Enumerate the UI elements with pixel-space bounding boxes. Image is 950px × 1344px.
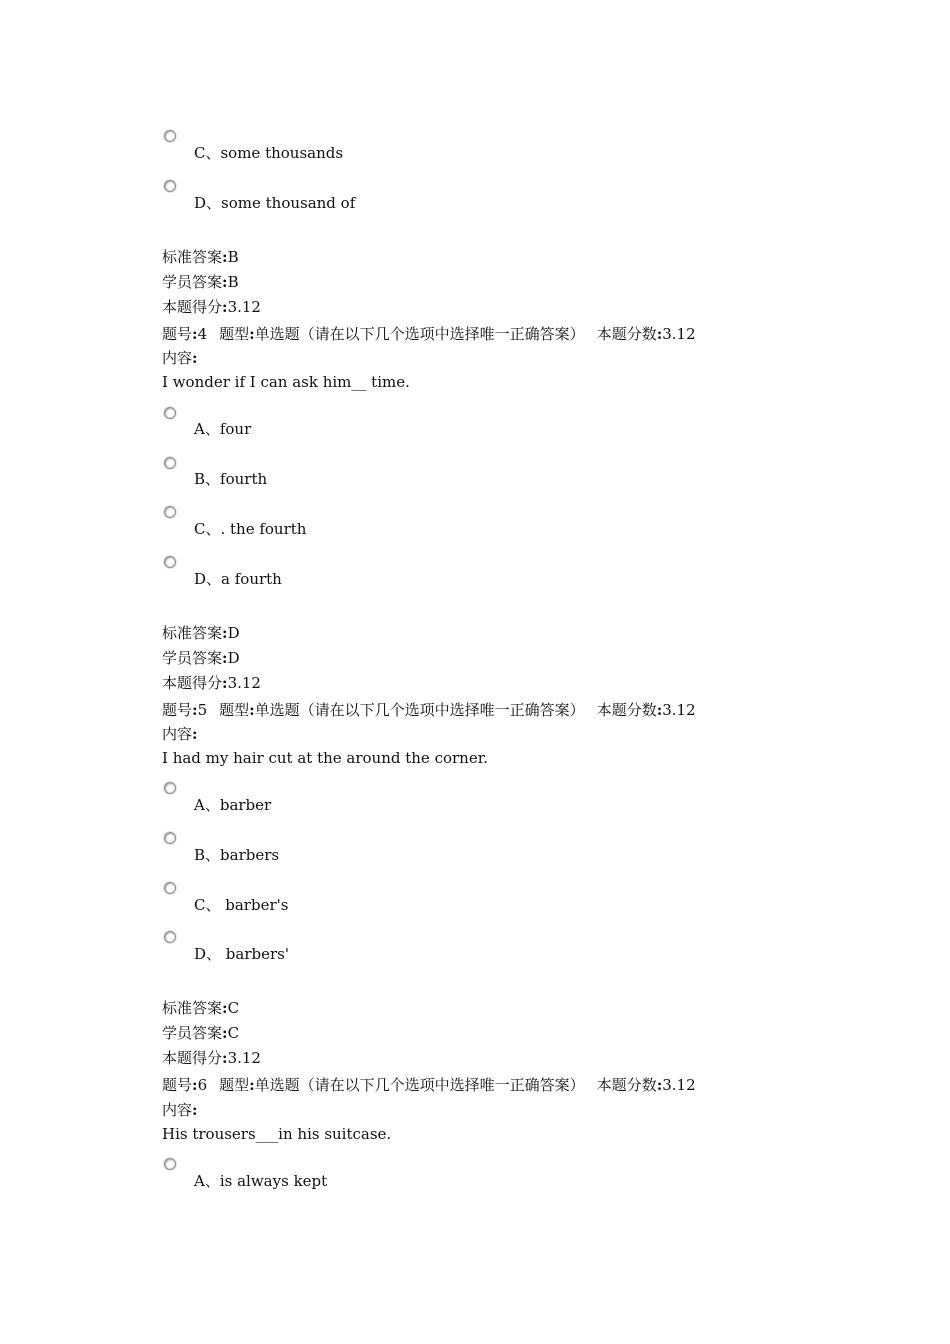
content-label-q6: 内容: <box>162 1101 198 1119</box>
score-q3: 本题得分:3.12 <box>162 298 261 316</box>
radio-unselected-icon[interactable] <box>164 407 176 419</box>
radio-unselected-icon[interactable] <box>164 506 176 518</box>
question-content-q5: I had my hair cut at the around the corner. <box>162 749 489 767</box>
student-answer-q4: 学员答案:D <box>162 649 240 667</box>
student-answer-q3: 学员答案:B <box>162 273 239 291</box>
question-content-q4: I wonder if I can ask him__ time. <box>162 373 410 391</box>
radio-unselected-icon[interactable] <box>164 882 176 894</box>
content-label-q4: 内容: <box>162 349 198 367</box>
question-content-q6: His trousers___in his suitcase. <box>162 1125 392 1143</box>
score-q4: 本题得分:3.12 <box>162 674 261 692</box>
radio-unselected-icon[interactable] <box>164 457 176 469</box>
option-q6-a: A、is always kept <box>194 1172 328 1190</box>
option-q5-d: D、 barbers' <box>194 945 289 963</box>
radio-unselected-icon[interactable] <box>164 1158 176 1170</box>
radio-unselected-icon[interactable] <box>164 931 176 943</box>
content-label-q5: 内容: <box>162 725 198 743</box>
standard-answer-q4: 标准答案:D <box>162 624 240 642</box>
question-header-q6: 题号:6 题型:单选题（请在以下几个选项中选择唯一正确答案） 本题分数:3.12 <box>162 1076 696 1094</box>
question-header-q5: 题号:5 题型:单选题（请在以下几个选项中选择唯一正确答案） 本题分数:3.12 <box>162 701 696 719</box>
radio-unselected-icon[interactable] <box>164 130 176 142</box>
radio-unselected-icon[interactable] <box>164 556 176 568</box>
student-answer-q5: 学员答案:C <box>162 1024 240 1042</box>
radio-unselected-icon[interactable] <box>164 832 176 844</box>
option-q5-a: A、barber <box>194 796 272 814</box>
option-q5-c: C、 barber's <box>194 896 289 914</box>
option-q4-c: C、. the fourth <box>194 520 307 538</box>
option-q4-b: B、fourth <box>194 470 268 488</box>
question-header-q4: 题号:4 题型:单选题（请在以下几个选项中选择唯一正确答案） 本题分数:3.12 <box>162 325 696 343</box>
option-q3-d: D、some thousand of <box>194 194 356 212</box>
option-q4-d: D、a fourth <box>194 570 282 588</box>
radio-unselected-icon[interactable] <box>164 782 176 794</box>
standard-answer-q3: 标准答案:B <box>162 248 239 266</box>
option-q3-c: C、some thousands <box>194 144 344 162</box>
option-q4-a: A、four <box>194 420 252 438</box>
standard-answer-q5: 标准答案:C <box>162 999 240 1017</box>
option-q5-b: B、barbers <box>194 846 280 864</box>
radio-unselected-icon[interactable] <box>164 180 176 192</box>
score-q5: 本题得分:3.12 <box>162 1049 261 1067</box>
